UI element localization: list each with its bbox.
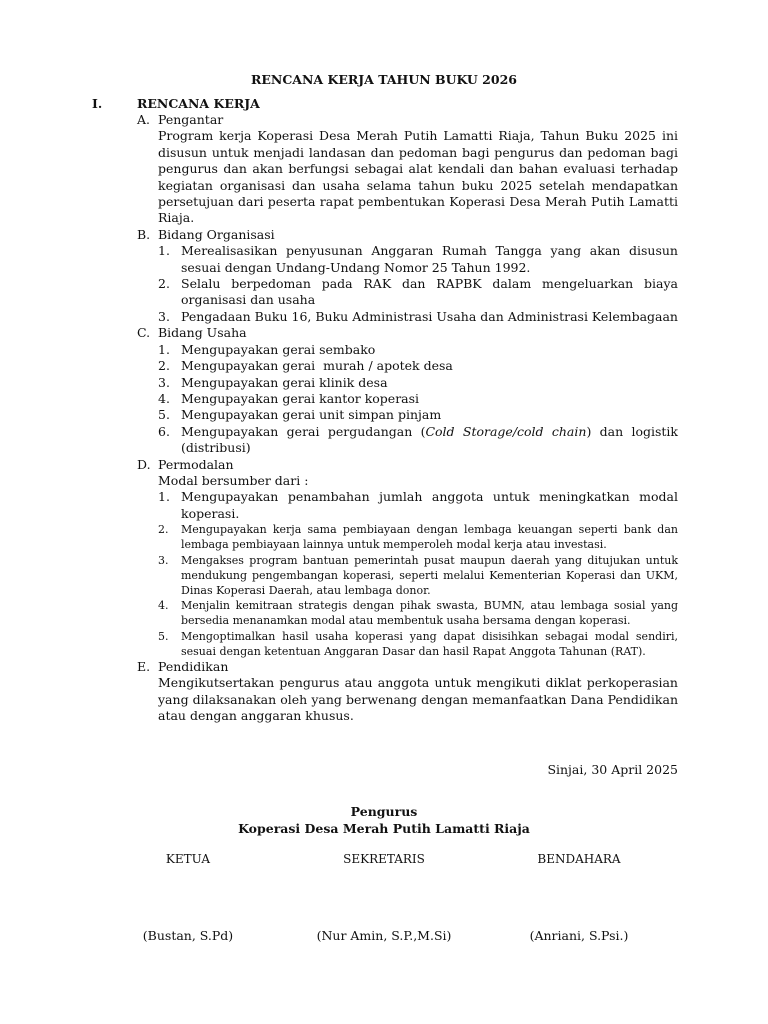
list-item	[158, 276, 678, 309]
item-number: 1.	[158, 243, 170, 259]
subsection-letter: B.	[137, 226, 151, 242]
list-item	[158, 407, 678, 423]
signer-treasurer: (Anriani, S.Psi.)	[529, 928, 629, 943]
board-label: Pengurus	[350, 804, 418, 819]
list-item	[158, 553, 678, 599]
subsection-letter: E.	[137, 658, 151, 674]
item-text: Mengupayakan gerai klinik desa	[181, 374, 388, 390]
subsection-b-heading	[137, 227, 678, 243]
item-number: 3.	[158, 308, 170, 324]
item-text-italic: Cold Storage/cold chain	[425, 423, 587, 439]
subsection-letter: C.	[137, 325, 151, 341]
subsection-c-heading	[137, 325, 678, 341]
item-number: 4.	[158, 390, 170, 406]
role-chairman: KETUA	[165, 852, 211, 866]
item-text: Mengupayakan gerai unit simpan pinjam	[181, 407, 442, 423]
list-item	[158, 629, 678, 659]
signature-heading	[0, 803, 768, 837]
subsection-e-heading	[137, 659, 678, 675]
item-number: 1.	[158, 341, 170, 357]
item-text: Mengupayakan kerja sama pembiayaan dengan lembaga keuangan seperti bank dan lembaga pembiayaan lainnya untuk memperoleh modal kerja atau investasi.	[181, 523, 678, 552]
item-number: 2.	[158, 358, 170, 374]
section-title: RENCANA KERJA	[137, 96, 260, 111]
list-item	[158, 342, 678, 358]
item-text: Mengupayakan gerai murah / apotek desa	[181, 358, 453, 374]
list-item	[158, 243, 678, 276]
organization-name: Koperasi Desa Merah Putih Lamatti Riaja	[238, 821, 530, 836]
role-secretary: SEKRETARIS	[343, 852, 425, 866]
item-text: Mengupayakan gerai sembako	[181, 341, 376, 357]
item-number: 5.	[158, 407, 170, 423]
intro-paragraph: Program kerja Koperasi Desa Merah Putih Lamatti Riaja, Tahun Buku 2025 ini disusun untuk menjadi landasan dan pedoman bagi pengurus dan pedoman bagi pengurus dan akan berfungsi sebagai alat kendali dan bahan evaluasi terhadap kegiatan organisasi dan usaha selama tahun buku 2025 setelah mendapatkan persetujuan dari peserta rapat pembentukan Koperasi Desa Merah Putih Lamatti Riaja.	[158, 128, 678, 226]
list-item	[158, 358, 678, 374]
funding-intro: Modal bersumber dari :	[158, 472, 309, 488]
list-item	[158, 391, 678, 407]
role-treasurer: BENDAHARA	[537, 852, 621, 866]
item-number: 4.	[158, 599, 169, 613]
list-item	[158, 424, 678, 457]
item-text: Mengakses program bantuan pemerintah pusat maupun daerah yang ditujukan untuk mendukung pengembangan koperasi, seperti melalui Kementerian Koperasi dan UKM, Dinas Koperasi Daerah, atau lembaga donor.	[181, 553, 678, 597]
list-item	[158, 522, 678, 552]
subsection-letter: D.	[137, 456, 151, 472]
item-text: Selalu berpedoman pada RAK dan RAPBK dalam mengeluarkan biaya organisasi dan usaha	[181, 276, 678, 308]
item-text: Mengupayakan gerai kantor koperasi	[181, 390, 420, 406]
item-text: Merealisasikan penyusunan Anggaran Rumah Tangga yang akan disusun sesuai dengan Undang-Undang Nomor 25 Tahun 1992.	[181, 243, 678, 275]
list-item	[158, 309, 678, 325]
subsection-title: Bidang Organisasi	[158, 226, 275, 242]
item-number: 3.	[158, 553, 169, 567]
item-text-part: ) dan logistik (distribusi)	[181, 423, 678, 456]
item-number: 1.	[158, 489, 170, 505]
subsection-a-heading	[137, 112, 678, 128]
education-paragraph: Mengikutsertakan pengurus atau anggota untuk mengikuti diklat perkoperasian yang dilaksanakan oleh yang berwenang dengan memanfaatkan Dana Pendidikan atau dengan anggaran khusus.	[158, 675, 678, 724]
subsection-title: Pengantar	[158, 112, 224, 127]
item-number: 2.	[158, 523, 169, 537]
item-text: Menjalin kemitraan strategis dengan pihak swasta, BUMN, atau lembaga sosial yang bersedia menanamkan modal atau membentuk usaha bersama dengan koperasi.	[181, 599, 678, 628]
item-number: 3.	[158, 374, 170, 390]
place-date: Sinjai, 30 April 2025	[547, 762, 678, 777]
subsection-title: Permodalan	[158, 456, 234, 472]
item-text: Mengoptimalkan hasil usaha koperasi yang dapat disisihkan sebagai modal sendiri, sesuai dengan ketentuan Anggaran Dasar dan hasil Rapat Anggota Tahunan (RAT).	[181, 629, 678, 658]
list-item	[158, 598, 678, 628]
item-text: Mengupayakan penambahan jumlah anggota untuk meningkatkan modal koperasi.	[181, 489, 678, 521]
item-number: 6.	[158, 423, 170, 439]
item-number: 5.	[158, 629, 169, 643]
list-item	[158, 375, 678, 391]
signer-secretary: (Nur Amin, S.P.,M.Si)	[316, 928, 452, 943]
section-number: I.	[92, 96, 103, 111]
list-item	[158, 489, 678, 522]
item-number: 2.	[158, 276, 170, 292]
subsection-title: Pendidikan	[158, 658, 229, 674]
subsection-title: Bidang Usaha	[158, 325, 247, 341]
document-body	[137, 112, 678, 725]
subsection-d-heading	[137, 457, 678, 473]
subsection-letter: A.	[137, 112, 151, 127]
signer-chairman: (Bustan, S.Pd)	[142, 928, 234, 943]
item-text: Pengadaan Buku 16, Buku Administrasi Usaha dan Administrasi Kelembagaan	[181, 308, 678, 324]
item-text-part: Mengupayakan gerai pergudangan (	[181, 423, 426, 439]
document-title: RENCANA KERJA TAHUN BUKU 2026	[251, 72, 517, 87]
item-text	[181, 424, 678, 457]
